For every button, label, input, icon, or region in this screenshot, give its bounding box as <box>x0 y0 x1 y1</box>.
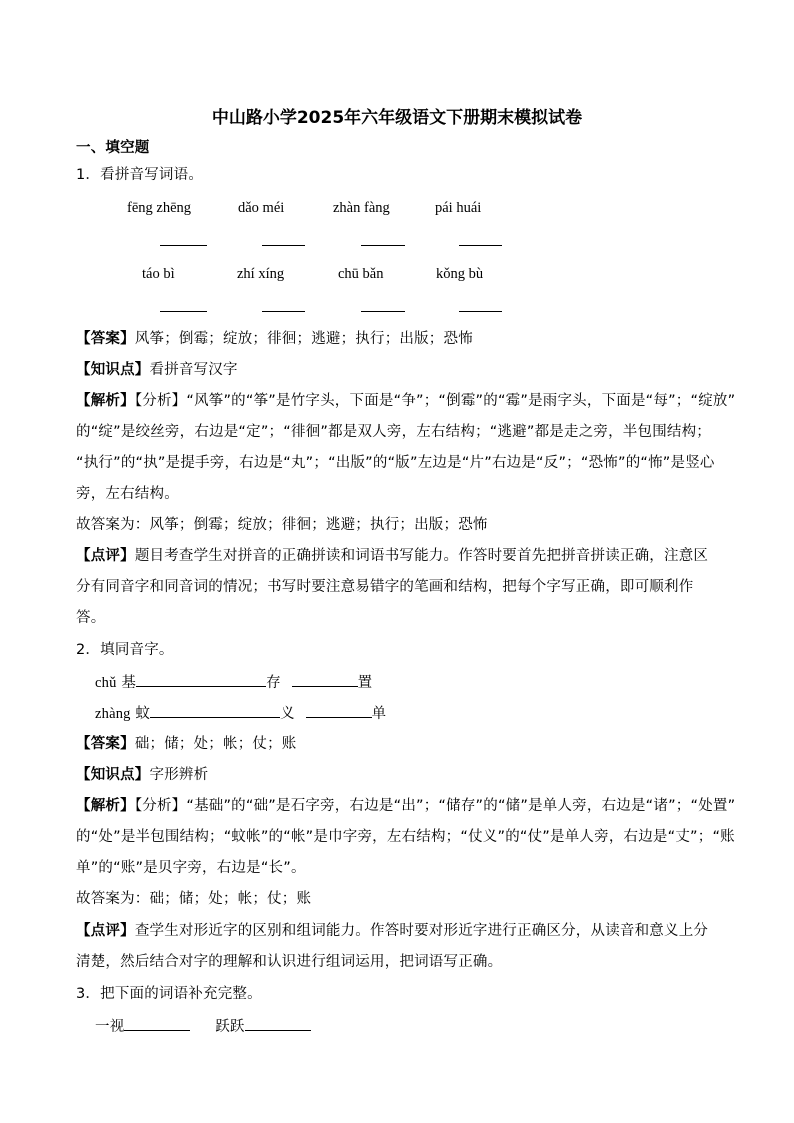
word-char: 单 <box>371 706 387 722</box>
q1-knowledge-point <box>76 360 238 380</box>
pinyin-item: chū bǎn <box>338 266 384 282</box>
answer-tag: 【答案】 <box>76 331 135 347</box>
question-1-prompt: 1．看拼音写词语。 <box>76 167 204 183</box>
answer-blank[interactable] <box>459 245 502 246</box>
answer-blank[interactable] <box>136 672 266 687</box>
analysis-line: 旁，左右结构。 <box>76 486 179 502</box>
answer-text: 风筝；倒霉；绽放；徘徊；逃避；执行；出版；恐怖 <box>134 331 473 347</box>
pinyin-item: zhí xíng <box>237 266 285 282</box>
analysis-line <box>76 391 735 411</box>
comment-line <box>76 546 708 566</box>
pinyin-item: táo bì <box>142 266 175 282</box>
q2-knowledge-point <box>76 765 208 785</box>
answer-blank[interactable] <box>262 245 305 246</box>
answer-blank[interactable] <box>306 703 372 718</box>
answer-blank[interactable] <box>124 1016 190 1031</box>
idiom-completion-row <box>95 1016 311 1037</box>
analysis-tag: 【解析】 <box>76 798 135 814</box>
q1-final-answer: 故答案为：风筝；倒霉；绽放；徘徊；逃避；执行；出版；恐怖 <box>76 517 488 533</box>
analysis-line: 的“处”是半包围结构；“蚊帐”的“帐”是巾字旁，左右结构；“仗义”的“仗”是单人旁，右边是“丈”；“账 <box>76 829 735 845</box>
pinyin-item: chǔ <box>95 675 117 691</box>
analysis-line <box>76 796 735 816</box>
comment-tag: 【点评】 <box>76 923 135 939</box>
answer-blank[interactable] <box>292 672 358 687</box>
analysis-line: “执行”的“执”是提手旁，右边是“丸”；“出版”的“版”左边是“片”右边是“反”；“恐怖”的“怖”是竖心 <box>76 455 715 471</box>
answer-blank[interactable] <box>160 245 207 246</box>
answer-blank[interactable] <box>361 311 405 312</box>
comment-text: 题目考查学生对拼音的正确拼读和词语书写能力。作答时要首先把拼音拼读正确，注意区 <box>134 548 709 564</box>
idiom-prefix: 跃跃 <box>215 1019 245 1035</box>
answer-blank[interactable] <box>262 311 305 312</box>
pinyin-item: pái huái <box>435 200 482 216</box>
comment-line: 答。 <box>76 610 106 626</box>
q1-answer <box>76 329 473 349</box>
answer-blank[interactable] <box>150 703 280 718</box>
pinyin-item: zhàn fàng <box>333 200 390 216</box>
question-2-prompt: 2．填同音字。 <box>76 642 174 658</box>
answer-blank[interactable] <box>245 1016 311 1031</box>
knowledge-point-tag: 【知识点】 <box>76 767 150 783</box>
pinyin-item: kǒng bù <box>436 266 484 282</box>
idiom-prefix: 一视 <box>95 1019 125 1035</box>
analysis-line: 的“绽”是绞丝旁，右边是“定”；“徘徊”都是双人旁，左右结构；“逃避”都是走之旁，半包围结构； <box>76 424 711 440</box>
answer-blank[interactable] <box>459 311 502 312</box>
answer-text: 础；储；处；帐；仗；账 <box>134 736 297 752</box>
knowledge-point-tag: 【知识点】 <box>76 362 150 378</box>
analysis-text: 【分析】“基础”的“础”是石字旁，右边是“出”；“储存”的“储”是单人旁，右边是“诸”；“处置” <box>134 798 736 814</box>
comment-line <box>76 921 708 941</box>
comment-line: 清楚，然后结合对字的理解和认识进行组词运用，把词语写正确。 <box>76 954 503 970</box>
word-char: 蚊 <box>135 706 151 722</box>
section-heading-fill-blank: 一、填空题 <box>76 140 150 156</box>
comment-tag: 【点评】 <box>76 548 135 564</box>
answer-blank[interactable] <box>361 245 405 246</box>
pinyin-item: dǎo méi <box>238 200 285 216</box>
answer-blank[interactable] <box>160 311 207 312</box>
word-char: 存 <box>266 675 281 691</box>
analysis-text: 【分析】“风筝”的“筝”是竹字头，下面是“争”；“倒霉”的“霉”是雨字头，下面是“每”；“绽放” <box>134 393 736 409</box>
homophone-row-1 <box>95 672 372 693</box>
answer-tag: 【答案】 <box>76 736 135 752</box>
comment-text: 查学生对形近字的区别和组词能力。作答时要对形近字进行正确区分，从读音和意义上分 <box>134 923 709 939</box>
comment-line: 分有同音字和同音词的情况；书写时要注意易错字的笔画和结构，把每个字写正确，即可顺利作 <box>76 579 694 595</box>
question-3-prompt: 3．把下面的词语补充完整。 <box>76 986 262 1002</box>
knowledge-point-text: 字形辨析 <box>149 767 209 783</box>
q2-final-answer: 故答案为：础；储；处；帐；仗；账 <box>76 891 312 907</box>
homophone-row-2 <box>95 703 386 724</box>
word-char: 基 <box>121 675 137 691</box>
q2-answer <box>76 734 297 754</box>
word-char: 义 <box>280 706 295 722</box>
analysis-tag: 【解析】 <box>76 393 135 409</box>
pinyin-item: fēng zhēng <box>127 200 192 216</box>
word-char: 置 <box>357 675 373 691</box>
knowledge-point-text: 看拼音写汉字 <box>149 362 238 378</box>
pinyin-item: zhàng <box>95 706 131 722</box>
analysis-line: 单”的“账”是贝字旁，右边是“长”。 <box>76 860 306 876</box>
page-title: 中山路小学2025年六年级语文下册期末模拟试卷 <box>211 108 583 128</box>
